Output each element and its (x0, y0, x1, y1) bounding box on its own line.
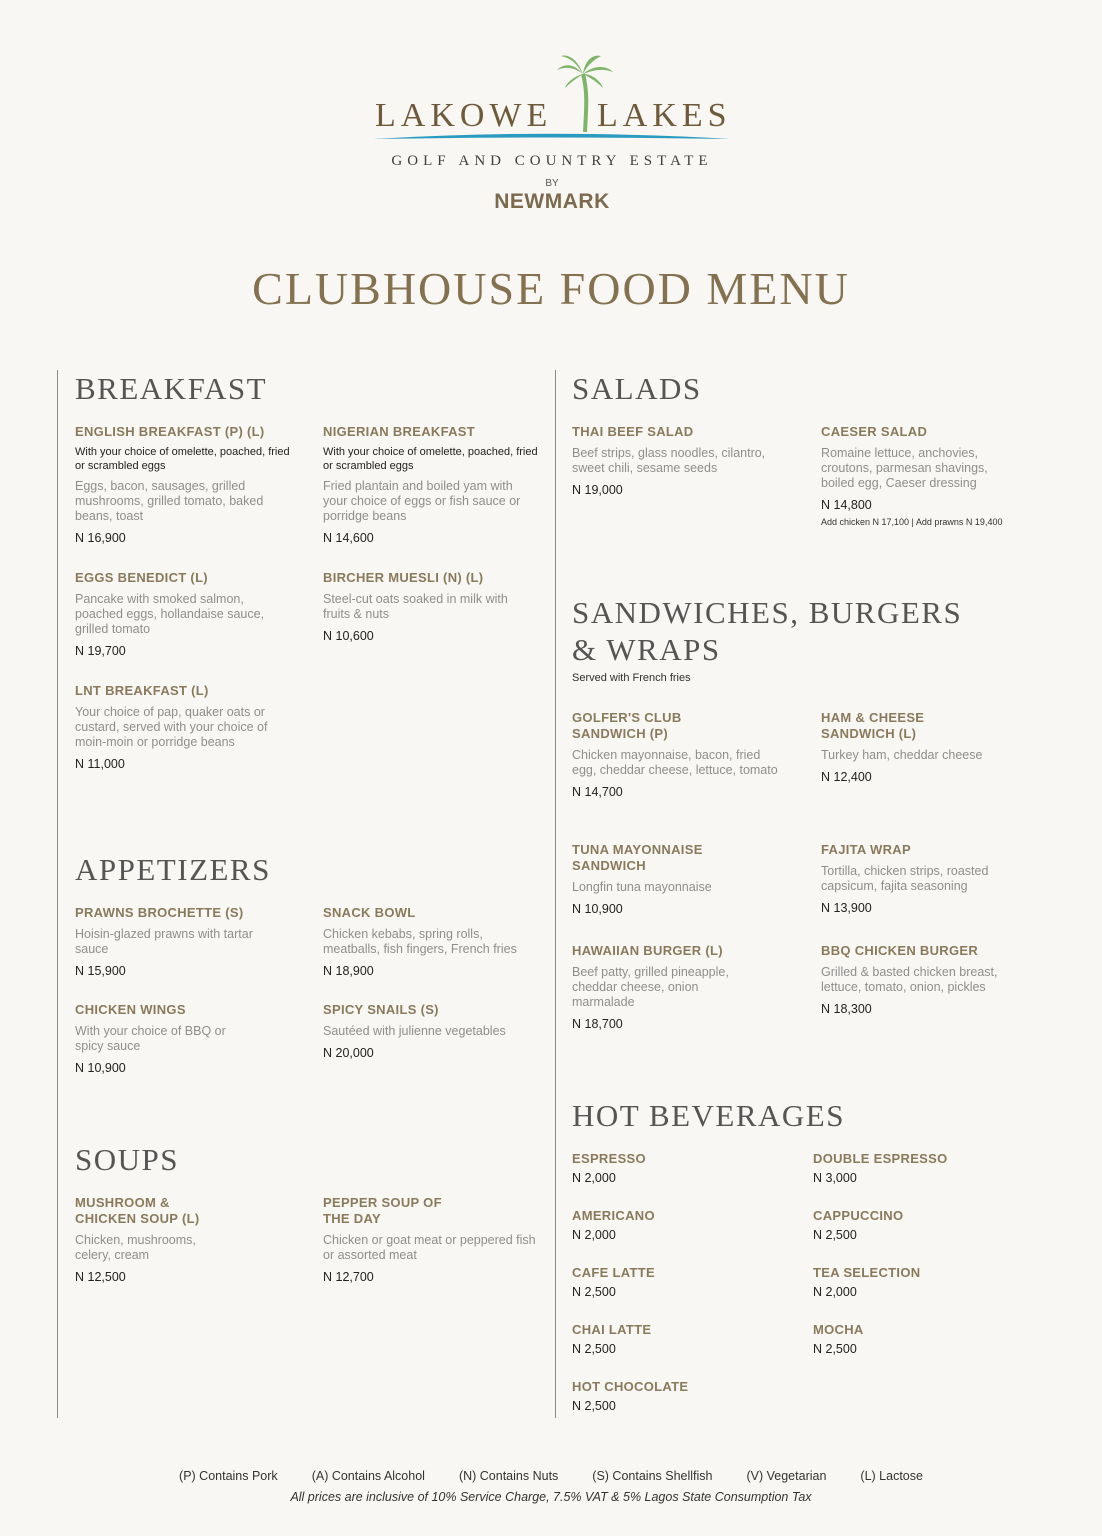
menu-item (323, 1002, 538, 1061)
menu-item (572, 842, 787, 917)
item-name: CHICKEN WINGS (75, 1002, 186, 1017)
item-description: Hoisin-glazed prawns with tartar sauce (75, 927, 253, 956)
legend-alcohol: (A) Contains Alcohol (311, 1469, 425, 1483)
item-subtitle: With your choice of omelette, poached, fried or scrambled eggs (323, 446, 538, 472)
logo-word-left: LAKOWE (375, 97, 553, 134)
menu-item (572, 1322, 772, 1357)
item-price: N 20,000 (323, 1046, 374, 1060)
center-divider (555, 370, 556, 1418)
item-price: N 16,900 (75, 531, 126, 545)
menu-item (75, 424, 290, 546)
legend-nuts: (N) Contains Nuts (458, 1469, 559, 1483)
menu-item (572, 943, 752, 1032)
item-price: N 18,300 (821, 1002, 872, 1016)
menu-item (821, 424, 1011, 527)
page-title: CLUBHOUSE FOOD MENU (252, 263, 850, 314)
item-price: N 2,000 (813, 1285, 857, 1299)
menu-item (572, 1208, 772, 1243)
lakowe-lakes-logo (370, 52, 734, 222)
item-price: N 2,000 (572, 1228, 616, 1242)
item-name: LNT BREAKFAST (L) (75, 683, 209, 698)
item-description: Chicken, mushrooms, celery, cream (75, 1233, 196, 1262)
section-title-line2: & WRAPS (572, 632, 721, 667)
menu-item (813, 1265, 1013, 1300)
menu-item (323, 570, 538, 644)
section-note: Served with French fries (572, 672, 691, 684)
item-name: THAI BEEF SALAD (572, 424, 694, 439)
menu-item (75, 570, 290, 659)
item-name: CAPPUCCINO (813, 1208, 904, 1223)
section-title-soups: SOUPS (75, 1142, 179, 1177)
item-price: N 2,500 (572, 1342, 616, 1356)
item-description: Chicken kebabs, spring rolls, meatballs, fish fingers, French fries (323, 927, 517, 956)
logo-word-right: LAKES (597, 97, 732, 134)
menu-item (572, 1379, 772, 1414)
menu-item (572, 1265, 772, 1300)
item-name: BBQ CHICKEN BURGER (821, 943, 979, 958)
item-name: ENGLISH BREAKFAST (P) (L) (75, 424, 265, 439)
section-title-appetizers: APPETIZERS (75, 852, 271, 887)
item-description: Longfin tuna mayonnaise (572, 880, 712, 894)
item-name: TEA SELECTION (813, 1265, 921, 1280)
menu-item (821, 710, 1036, 785)
item-addons: Add chicken N 17,100 | Add prawns N 19,400 (821, 517, 1003, 527)
logo-by: BY (545, 178, 559, 189)
item-price: N 10,900 (572, 902, 623, 916)
menu-item (813, 1151, 1013, 1186)
menu-item (75, 683, 275, 772)
item-name: SPICY SNAILS (S) (323, 1002, 439, 1017)
section-title-sandwiches (572, 594, 962, 668)
item-price: N 10,600 (323, 629, 374, 643)
item-description: Chicken mayonnaise, bacon, fried egg, cheddar cheese, lettuce, tomato (572, 748, 778, 777)
price-note: All prices are inclusive of 10% Service Charge, 7.5% VAT & 5% Lagos State Consumption Tax (290, 1490, 812, 1504)
legend-lactose: (L) Lactose (860, 1469, 923, 1483)
legend-shellfish: (S) Contains Shellfish (592, 1469, 713, 1483)
item-name: EGGS BENEDICT (L) (75, 570, 208, 585)
item-description: Pancake with smoked salmon, poached eggs, hollandaise sauce, grilled tomato (75, 592, 265, 636)
legend-vegetarian: (V) Vegetarian (746, 1469, 827, 1483)
item-name: ESPRESSO (572, 1151, 646, 1166)
menu-item (813, 1322, 1013, 1357)
item-subtitle: With your choice of omelette, poached, fried or scrambled eggs (75, 446, 290, 472)
item-price: N 2,500 (813, 1228, 857, 1242)
item-name: AMERICANO (572, 1208, 655, 1223)
item-description: With your choice of BBQ or spicy sauce (75, 1024, 226, 1053)
item-price: N 2,500 (572, 1399, 616, 1413)
item-description: Eggs, bacon, sausages, grilled mushrooms, grilled tomato, baked beans, toast (75, 479, 264, 523)
item-name: NIGERIAN BREAKFAST (323, 424, 476, 439)
item-price: N 12,500 (75, 1270, 126, 1284)
item-price: N 14,700 (572, 785, 623, 799)
item-description: Chicken or goat meat or peppered fish or assorted meat (323, 1233, 536, 1262)
item-name: BIRCHER MUESLI (N) (L) (323, 570, 484, 585)
logo-subtitle: GOLF AND COUNTRY ESTATE (391, 153, 713, 169)
item-name: PEPPER SOUP OF THE DAY (323, 1195, 442, 1226)
item-name: DOUBLE ESPRESSO (813, 1151, 948, 1166)
item-name: MUSHROOM & CHICKEN SOUP (L) (75, 1195, 200, 1226)
menu-item (572, 710, 787, 800)
item-name: GOLFER'S CLUB SANDWICH (P) (572, 710, 682, 741)
item-price: N 14,800 (821, 498, 872, 512)
logo-brand: NEWMARK (494, 190, 610, 213)
item-name: FAJITA WRAP (821, 842, 911, 857)
item-name: TUNA MAYONNAISE SANDWICH (572, 842, 703, 873)
section-title-breakfast: BREAKFAST (75, 371, 268, 406)
menu-item (813, 1208, 1013, 1243)
item-price: N 11,000 (75, 757, 125, 771)
item-price: N 2,000 (572, 1171, 616, 1185)
item-price: N 18,700 (572, 1017, 623, 1031)
item-price: N 10,900 (75, 1061, 126, 1075)
item-price: N 12,700 (323, 1270, 374, 1284)
item-description: Sautéed with julienne vegetables (323, 1024, 506, 1038)
menu-item (323, 424, 538, 546)
item-description: Romaine lettuce, anchovies, croutons, parmesan shavings, boiled egg, Caeser dressing (821, 446, 988, 490)
item-price: N 12,400 (821, 770, 872, 784)
item-name: CAFE LATTE (572, 1265, 655, 1280)
item-price: N 2,500 (572, 1285, 616, 1299)
menu-item (572, 424, 787, 498)
legend-pork: (P) Contains Pork (179, 1469, 278, 1483)
water-line-icon (370, 130, 734, 144)
item-price: N 19,700 (75, 644, 126, 658)
section-title-line1: SANDWICHES, BURGERS (572, 595, 963, 630)
item-description: Turkey ham, cheddar cheese (821, 748, 983, 762)
menu-item (821, 943, 1036, 1017)
item-name: HAWAIIAN BURGER (L) (572, 943, 723, 958)
item-name: CHAI LATTE (572, 1322, 652, 1337)
item-price: N 3,000 (813, 1171, 857, 1185)
menu-item (75, 1195, 225, 1285)
item-price: N 15,900 (75, 964, 126, 978)
item-price: N 13,900 (821, 901, 872, 915)
menu-item (323, 1195, 538, 1285)
item-description: Steel-cut oats soaked in milk with fruits & nuts (323, 592, 508, 621)
item-description: Tortilla, chicken strips, roasted capsicum, fajita seasoning (821, 864, 989, 893)
section-title-salads: SALADS (572, 371, 702, 406)
item-description: Beef patty, grilled pineapple, cheddar cheese, onion marmalade (572, 965, 729, 1009)
item-price: N 14,600 (323, 531, 374, 545)
item-price: N 18,900 (323, 964, 374, 978)
menu-item (75, 905, 255, 979)
item-name: PRAWNS BROCHETTE (S) (75, 905, 244, 920)
item-price: N 2,500 (813, 1342, 857, 1356)
left-divider (57, 370, 58, 1418)
item-name: CAESER SALAD (821, 424, 928, 439)
item-description: Your choice of pap, quaker oats or custard, served with your choice of moin-moin or porridge beans (75, 705, 268, 749)
menu-item (323, 905, 538, 979)
item-description: Grilled & basted chicken breast, lettuce, tomato, onion, pickles (821, 965, 998, 994)
item-name: HOT CHOCOLATE (572, 1379, 689, 1394)
menu-item (821, 842, 1036, 916)
section-title-hot-beverages: HOT BEVERAGES (572, 1098, 845, 1133)
item-name: HAM & CHEESE SANDWICH (L) (821, 710, 925, 741)
menu-item (572, 1151, 772, 1186)
item-description: Fried plantain and boiled yam with your choice of eggs or fish sauce or porridge beans (323, 479, 521, 523)
item-description: Beef strips, glass noodles, cilantro, sweet chili, sesame seeds (572, 446, 766, 475)
item-price: N 19,000 (572, 483, 623, 497)
menu-item (75, 1002, 255, 1076)
item-name: SNACK BOWL (323, 905, 416, 920)
item-name: MOCHA (813, 1322, 864, 1337)
allergen-legend (0, 1469, 1102, 1483)
